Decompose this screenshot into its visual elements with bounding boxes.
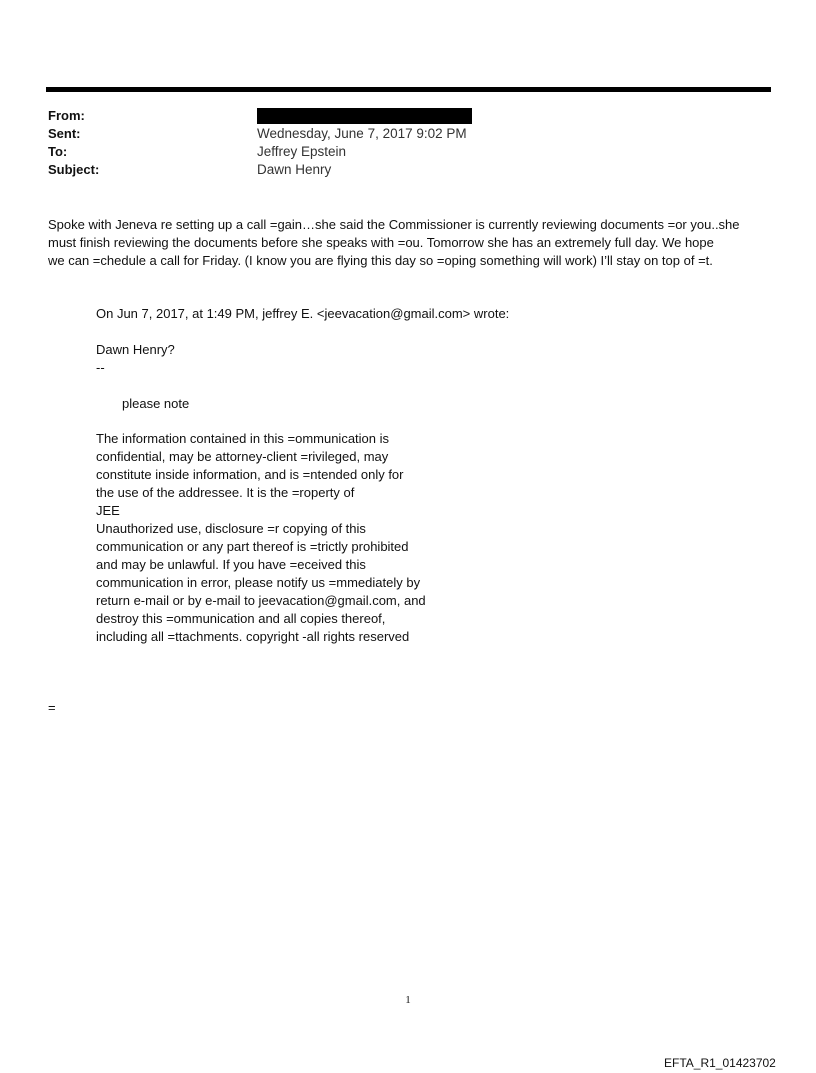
sent-value: Wednesday, June 7, 2017 9:02 PM — [257, 126, 467, 141]
body-line: we can =chedule a call for Friday. (I know you are flying this day so =oping something will work) I’ll stay on top of =t. — [48, 253, 713, 268]
email-body — [48, 216, 768, 270]
signature-separator: -- — [96, 360, 105, 375]
bates-number: EFTA_R1_01423702 — [664, 1056, 776, 1070]
from-label: From: — [48, 108, 85, 123]
confidentiality-disclaimer — [96, 430, 426, 646]
trailing-equals: = — [48, 700, 56, 715]
body-line: must finish reviewing the documents before she speaks with =ou. Tomorrow she has an extremely full day. We hope — [48, 235, 714, 250]
disclaimer-line: and may be unlawful. If you have =eceived this — [96, 557, 366, 572]
please-note: please note — [122, 396, 190, 411]
to-value: Jeffrey Epstein — [257, 144, 347, 159]
disclaimer-line: destroy this =ommunication and all copies thereof, — [96, 611, 386, 626]
disclaimer-line: including all =ttachments. copyright -all rights reserved — [96, 629, 410, 644]
body-line: Spoke with Jeneva re setting up a call =gain…she said the Commissioner is currently reviewing documents =or you..she — [48, 217, 740, 232]
quoted-message: Dawn Henry? — [96, 342, 175, 357]
redacted-sender — [257, 108, 472, 124]
sent-label: Sent: — [48, 126, 81, 141]
disclaimer-line: communication or any part thereof is =trictly prohibited — [96, 539, 409, 554]
disclaimer-line: confidential, may be attorney-client =rivileged, may — [96, 449, 389, 464]
subject-label: Subject: — [48, 162, 100, 177]
disclaimer-line: the use of the addressee. It is the =roperty of — [96, 485, 355, 500]
disclaimer-line: The information contained in this =ommunication is — [96, 431, 390, 446]
page-number: 1 — [405, 994, 411, 1006]
header-rule — [46, 87, 771, 92]
disclaimer-line: Unauthorized use, disclosure =r copying of this — [96, 521, 366, 536]
to-label: To: — [48, 144, 68, 159]
disclaimer-line: constitute inside information, and is =ntended only for — [96, 467, 404, 482]
subject-value: Dawn Henry — [257, 162, 332, 177]
disclaimer-line: return e-mail or by e-mail to jeevacation@gmail.com, and — [96, 593, 426, 608]
disclaimer-line: communication in error, please notify us =mmediately by — [96, 575, 421, 590]
quoted-intro: On Jun 7, 2017, at 1:49 PM, jeffrey E. <jeevacation@gmail.com> wrote: — [96, 306, 510, 321]
disclaimer-line: JEE — [96, 503, 120, 518]
